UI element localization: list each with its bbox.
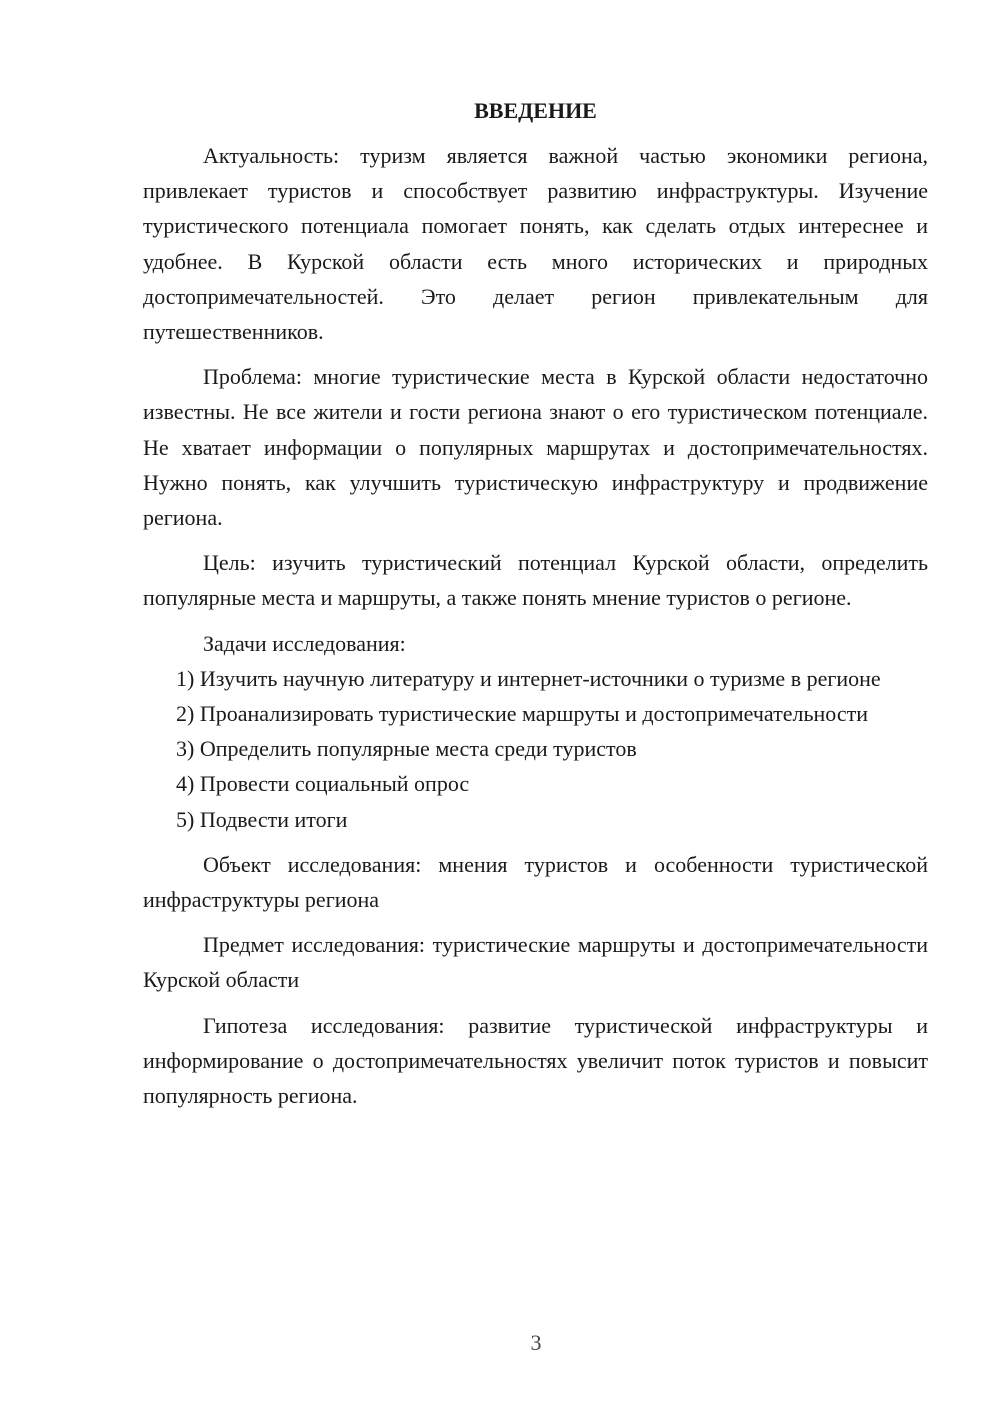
hypothesis-paragraph: Гипотеза исследования: развитие туристической инфраструктуры и информирование о достопримечательностях увеличит поток туристов и повысит популярность региона. — [143, 1012, 928, 1109]
task-item-3: 3) Определить популярные места среди туристов — [176, 736, 637, 762]
problem-paragraph: Проблема: многие туристические места в Курской области недостаточно известны. Не все жители и гости региона знают о его туристическом потенциале. Не хватает информации о популярных маршрутах и достопримечательностях. Нужно понять, как улучшить туристическую инфраструктуру и продвижение региона. — [143, 364, 928, 531]
page-content — [143, 93, 928, 1113]
task-item-4: 4) Провести социальный опрос — [176, 771, 470, 797]
task-item-1: 1) Изучить научную литературу и интернет-источники о туризме в регионе — [176, 665, 881, 691]
subject-paragraph: Предмет исследования: туристические маршруты и достопримечательности Курской области — [143, 932, 928, 993]
relevance-paragraph: Актуальность: туризм является важной частью экономики региона, привлекает туристов и способствует развитию инфраструктуры. Изучение туристического потенциала помогает понять, как сделать отдых интереснее и удобнее. В Курской области есть много исторических и природных достопримечательностей. Это делает регион привлекательным для путешественников. — [143, 143, 928, 345]
goal-paragraph: Цель: изучить туристический потенциал Курской области, определить популярные места и маршруты, а также понять мнение туристов о регионе. — [143, 550, 928, 611]
tasks-list — [143, 661, 928, 837]
task-item-2: 2) Проанализировать туристические маршруты и достопримечательности — [176, 701, 868, 727]
task-item-5: 5) Подвести итоги — [176, 806, 348, 832]
object-paragraph: Объект исследования: мнения туристов и особенности туристической инфраструктуры региона — [143, 851, 928, 913]
tasks-intro: Задачи исследования: — [203, 630, 406, 656]
page-number: 3 — [530, 1330, 542, 1355]
section-heading: ВВЕДЕНИЕ — [474, 98, 597, 123]
